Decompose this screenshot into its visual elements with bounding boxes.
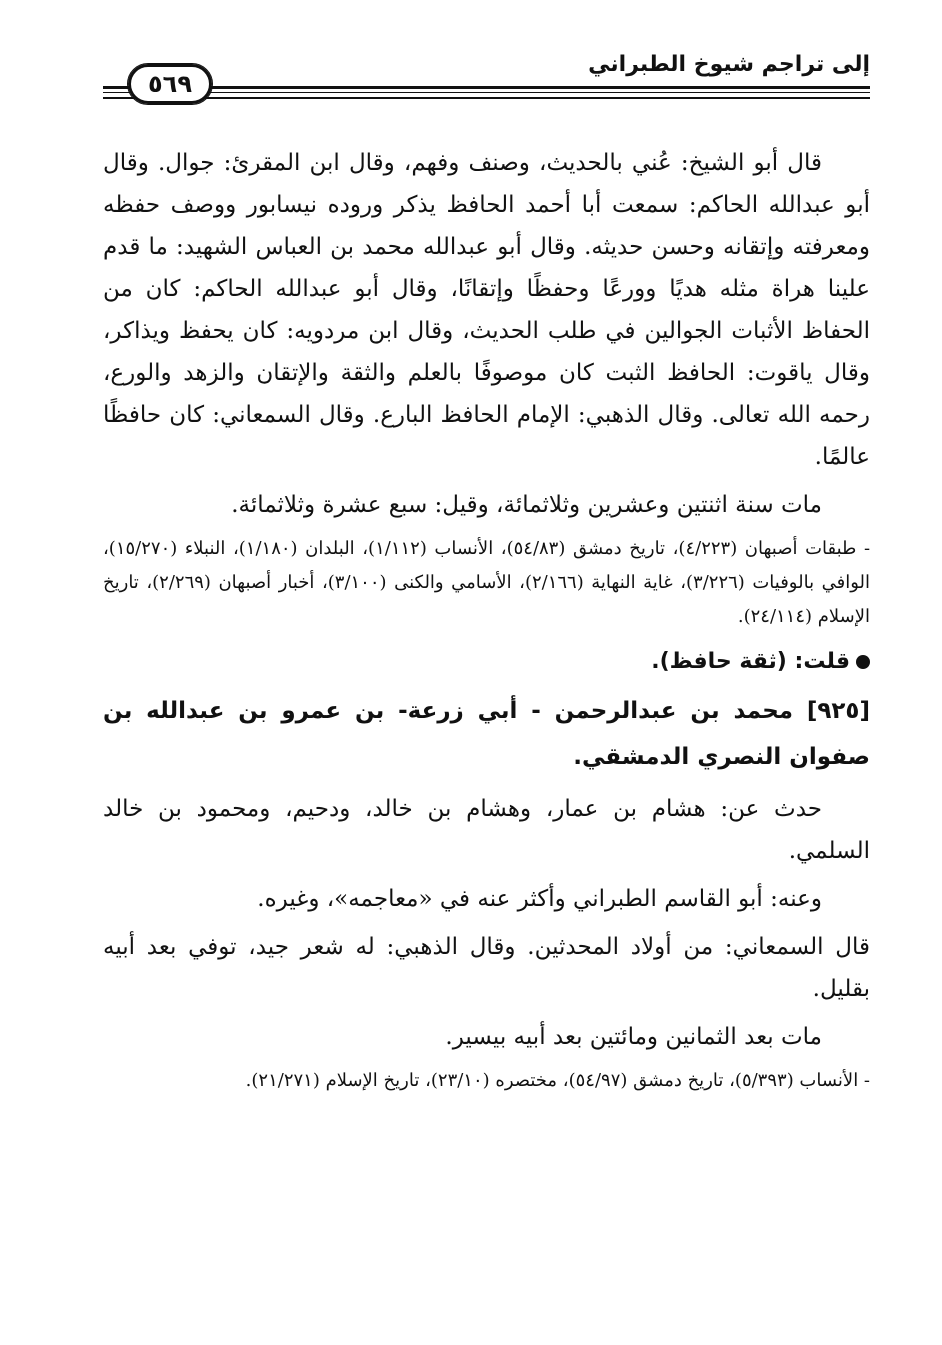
sources-list: - طبقات أصبهان (٤/٢٢٣)، تاريخ دمشق (٥٤/٨٣)، الأنساب (١/١١٢)، البلدان (١/١٨٠)، النبلاء (١٥/٢٧٠)، الوافي بالوفيات (٣/٢٢٦)، غاية النهاية (٢/١٦٦)، الأسامي والكنى (٣/١٠٠)، أخبار أصبهان (٢/٢٦٩)، تاريخ الإسلام (٢٤/١١٤). bbox=[103, 538, 871, 627]
author-note-text: قلت: (ثقة حافظ). bbox=[651, 649, 850, 674]
page-number: ٥٦٩ bbox=[128, 64, 212, 104]
death-date-paragraph: مات سنة اثنتين وعشرين وثلاثمائة، وقيل: سبع عشرة وثلاثمائة. bbox=[231, 492, 822, 518]
header-rule-bottom bbox=[103, 97, 870, 99]
students-paragraph: وعنه: أبو القاسم الطبراني وأكثر عنه في «معاجمه»، وغيره. bbox=[257, 886, 822, 912]
header-rule-middle bbox=[103, 92, 870, 93]
author-note bbox=[103, 642, 870, 682]
main-text bbox=[103, 142, 870, 1106]
entry-heading: [٩٢٥] محمد بن عبدالرحمن - أبي زرعة- بن عمرو بن عبدالله بن صفوان النصري الدمشقي. bbox=[103, 698, 870, 770]
biography-paragraph: قال أبو الشيخ: عُني بالحديث، وصنف وفهم، وقال ابن المقرئ: جوال. وقال أبو عبدالله الحاكم: سمعت أبا أحمد الحافظ يذكر وروده نيسابور ووصف حفظه ومعرفته وإتقانه وحسن حديثه. وقال أبو عبدالله محمد بن العباس الشهيد: ما قدم علينا هراة مثله هديًا وورعًا وحفظًا وإتقانًا، وقال أبو عبدالله الحاكم: كان من الحفاظ الأثبات الجوالين في طلب الحديث، وقال ابن مردويه: كان يحفظ ويذاكر، وقال ياقوت: الحافظ الثبت كان موصوفًا بالعلم والثقة والإتقان والزهد والورع، رحمه الله تعالى. وقال الذهبي: الإمام الحافظ البارع. وقال السمعاني: كان حافظًا عالمًا. bbox=[103, 150, 870, 470]
death-date-paragraph-2: مات بعد الثمانين ومائتين بعد أبيه بيسير. bbox=[445, 1024, 822, 1050]
bullet-icon bbox=[856, 655, 870, 669]
opinions-paragraph: قال السمعاني: من أولاد المحدثين. وقال الذهبي: له شعر جيد، توفي بعد أبيه بقليل. bbox=[103, 934, 870, 1002]
teachers-paragraph: حدث عن: هشام بن عمار، وهشام بن خالد، ودحيم، ومحمود بن خالد السلمي. bbox=[103, 796, 870, 864]
sources-list-2: - الأنساب (٥/٣٩٣)، تاريخ دمشق (٥٤/٩٧)، مختصره (٢٣/١٠)، تاريخ الإسلام (٢١/٢٧١). bbox=[245, 1070, 870, 1091]
running-title: إلى تراجم شيوخ الطبراني bbox=[588, 52, 870, 77]
header-rule-top bbox=[103, 86, 870, 89]
